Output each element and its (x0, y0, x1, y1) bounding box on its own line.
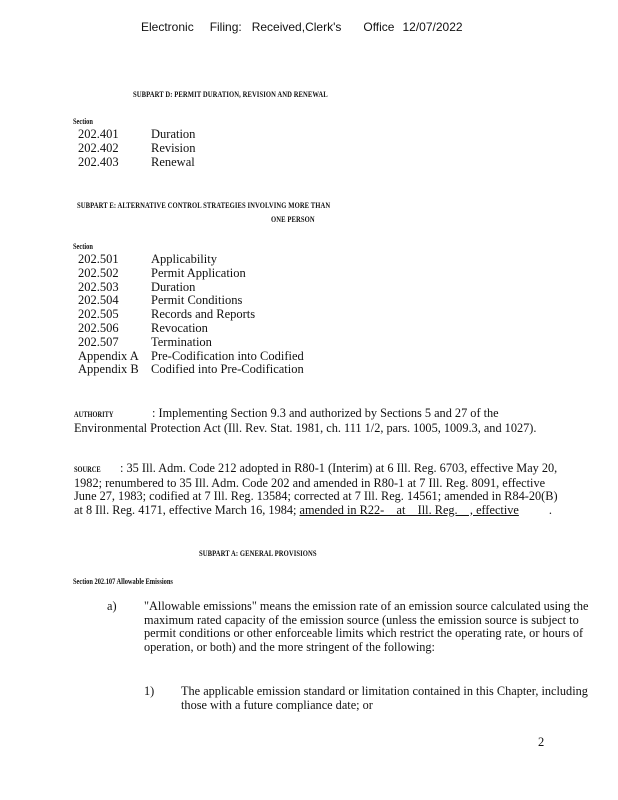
toc-title: Revision (151, 140, 196, 155)
source-label: SOURCE (74, 465, 101, 474)
header-date: 12/07/2022 (402, 20, 463, 34)
section-202-107-heading: Section 202.107 Allowable Emissions (73, 577, 173, 586)
source-note (74, 462, 564, 517)
source-amended-text: amended in R22- at Ill. Reg. , effective (299, 502, 519, 517)
toc-number: 202.401 (78, 127, 119, 141)
item-a-label: a) (107, 599, 117, 613)
toc-row (78, 267, 398, 281)
toc-number: Appendix B (78, 362, 139, 377)
toc-title: Revocation (151, 320, 208, 335)
toc-row (78, 142, 378, 156)
toc-row (78, 336, 398, 350)
toc-number: 202.501 (78, 252, 119, 266)
toc-row (78, 308, 398, 322)
toc-row (78, 253, 398, 267)
header-filing: Filing: (209, 20, 242, 34)
toc-title: Codified into Pre-Codification (151, 362, 304, 377)
toc-row (78, 281, 398, 295)
authority-text: : Implementing Section 9.3 and authorized by Sections 5 and 27 of the Environmental Protection Act (Ill. Rev. Stat. 1981, ch. 111 1/2, pars. 1005, 1009.3, and 1027). (74, 406, 537, 435)
toc-number: 202.503 (78, 279, 119, 294)
toc-title: Permit Conditions (151, 293, 243, 308)
toc-title: Termination (151, 334, 212, 349)
toc-row (78, 350, 398, 364)
toc-row (78, 128, 378, 142)
filing-stamp-header (141, 20, 463, 34)
page-number: 2 (538, 735, 545, 749)
toc-number: 202.502 (78, 265, 119, 280)
source-end: . (548, 502, 552, 517)
item-a-text: "Allowable emissions" means the emission rate of an emission source calculated using the maximum rated capacity of the emission source (unless the emission source is subject to permit conditions or other enforceable limits which restrict the operating rate, or hours of operation, or both) and the more stringent of the following: (144, 599, 589, 654)
subpart-e-section-label: Section (73, 242, 93, 251)
toc-row (78, 294, 398, 308)
header-office: Office (363, 20, 395, 34)
item-1-label: 1) (144, 684, 155, 698)
item-1-text: The applicable emission standard or limitation contained in this Chapter, including those with a future compliance date; or (181, 684, 588, 712)
toc-number: 202.403 (78, 154, 119, 169)
subpart-a-heading: SUBPART A: GENERAL PROVISIONS (199, 548, 317, 558)
toc-title: Duration (151, 127, 196, 141)
toc-number: 202.507 (78, 334, 119, 349)
source-text: : 35 Ill. Adm. Code 212 adopted in R80-1 (Interim) at 6 Ill. Reg. 6703, effective May 20, 1982; renumbered to 35 Ill. Adm. Code 202 and amended in R80-1 at 7 Ill. Reg. 8091, effective June 27, 1983; codified at 7 Ill. Reg. 13584; corrected at 7 Ill. Reg. 14561; amended in R84-20(B) at 8 Ill. Reg. 4171, effective March 16, 1984; (74, 461, 558, 517)
header-electronic: Electronic (141, 20, 194, 34)
subpart-d-toc (78, 128, 378, 169)
toc-title: Pre-Codification into Codified (151, 348, 304, 363)
toc-number: 202.402 (78, 140, 119, 155)
header-received: Received,Clerk's (251, 20, 342, 34)
toc-title: Records and Reports (151, 307, 256, 322)
toc-row (78, 156, 378, 170)
toc-title: Renewal (151, 154, 195, 169)
toc-title: Duration (151, 279, 196, 294)
subpart-d-heading: SUBPART D: PERMIT DURATION, REVISION AND RENEWAL (133, 89, 328, 99)
toc-number: 202.505 (78, 307, 119, 322)
toc-number: Appendix A (78, 348, 139, 363)
subpart-e-heading-line2: ONE PERSON (271, 214, 315, 224)
toc-row (78, 363, 398, 377)
toc-number: 202.506 (78, 320, 119, 335)
toc-row (78, 322, 398, 336)
toc-title: Applicability (151, 252, 217, 266)
subpart-d-section-label: Section (73, 117, 93, 126)
authority-note (74, 407, 564, 435)
subpart-e-toc (78, 253, 398, 377)
authority-label: AUTHORITY (74, 410, 114, 419)
toc-number: 202.504 (78, 293, 119, 308)
subpart-e-heading-line1: SUBPART E: ALTERNATIVE CONTROL STRATEGIES INVOLVING MORE THAN (77, 200, 331, 210)
toc-title: Permit Application (151, 265, 246, 280)
